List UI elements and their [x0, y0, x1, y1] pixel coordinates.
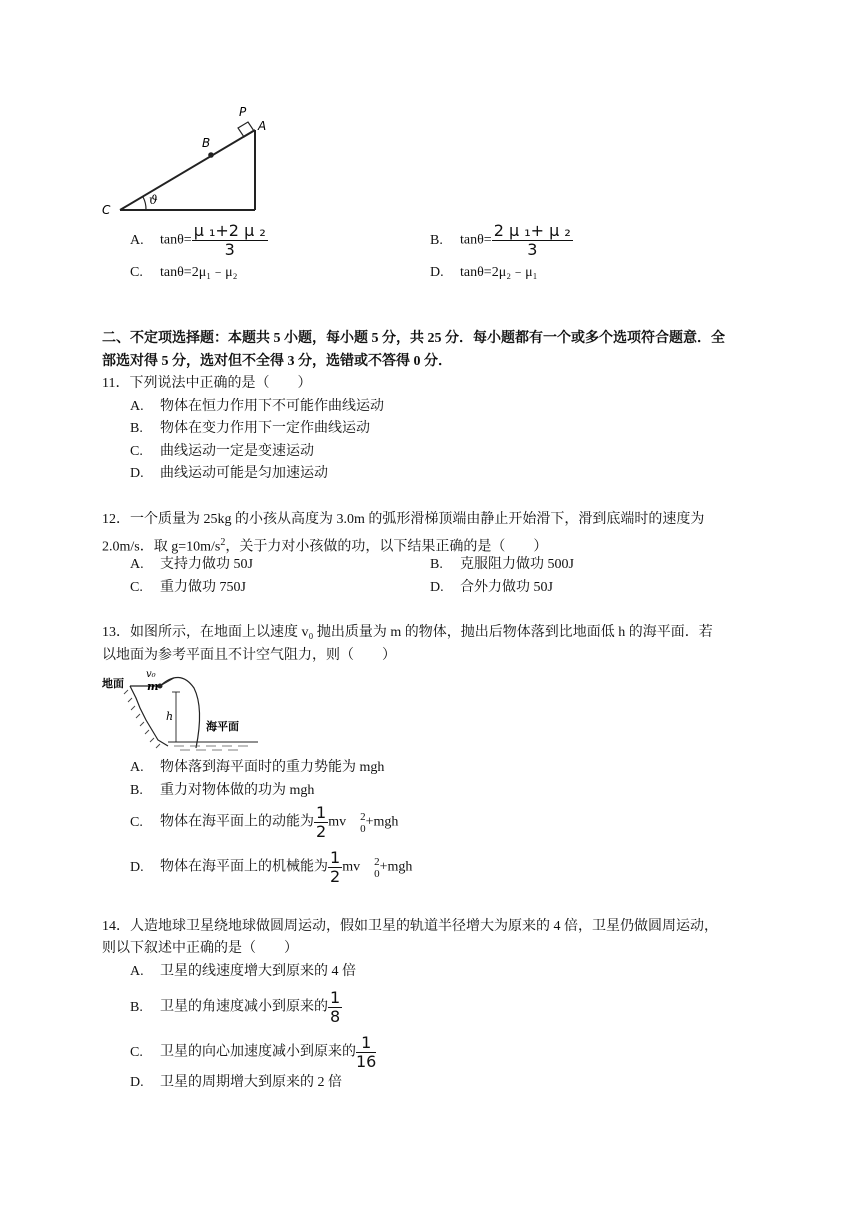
fig1-label-p: P: [239, 105, 247, 119]
q14-stem-line2: 则以下叙述中正确的是（ ）: [102, 941, 298, 956]
q13-c-supsub: 2 0: [360, 810, 366, 835]
q14-stem-line1: 14．人造地球卫星绕地球做圆周运动，假如卫星的轨道半径增大为原来的 4 倍，卫星仍做圆周运动，: [102, 919, 718, 934]
q13-stem-line2: 以地面为参考平面且不计空气阻力，则（ ）: [102, 648, 396, 663]
incline-figure: [98, 100, 278, 218]
q12-option-a[interactable]: A. 支持力做功 50J: [130, 557, 253, 572]
q12-option-d[interactable]: D. 合外力做功 50J: [430, 580, 553, 595]
q10-a-fraction: $\frac{\text{μ ₁+2 μ ₂}}{3}$: [193, 221, 266, 259]
q12-stem-line1: 12．一个质量为 25kg 的小孩从高度为 3.0m 的弧形滑梯顶端由静止开始滑下，滑到底端时的速度为: [102, 512, 705, 527]
q12-stem-line2: 2.0m/s．取 $g=10m/s^2$，关于力对小孩做的功，以下结果正确的是（ ）: [102, 537, 548, 555]
q11-stem: 11．下列说法中正确的是（ ）: [102, 376, 312, 391]
q14-b-fraction: $\frac{1}{8}$: [330, 988, 341, 1026]
q14-option-b[interactable]: B. 卫星的角速度减小到原来的 $\frac{1}{8}$: [130, 988, 341, 1026]
q13-stem-line1: 13．如图所示，在地面上以速度 v₀ 抛出质量为 m 的物体，抛出后物体落到比地面低 h 的海平面．若: [102, 625, 713, 640]
fig13-label-ground: 地面: [102, 677, 124, 690]
q10-option-d[interactable]: D. tanθ=2μ₂﹣μ₁: [430, 265, 538, 280]
fig1-label-c: C: [102, 203, 111, 217]
q12-option-c[interactable]: C. 重力做功 750J: [130, 580, 246, 595]
fig1-label-theta: ϑ: [149, 193, 158, 207]
q13-d-supsub: 2 0: [374, 855, 380, 880]
section2-heading-line2: 部选对得 5 分，选对但不全得 3 分，选错或不答得 0 分．: [102, 354, 452, 369]
q14-option-d[interactable]: D. 卫星的周期增大到原来的 2 倍: [130, 1075, 342, 1090]
cliff-projectile-figure: [100, 668, 260, 752]
q14-c-fraction: $\frac{1}{16}$: [356, 1033, 377, 1071]
fig1-label-a: A: [258, 119, 267, 133]
q10-option-a[interactable]: A. tanθ= $\frac{\text{μ ₁+2 μ ₂}}{3}$: [130, 221, 266, 259]
q10-option-b[interactable]: B. tanθ= $\frac{\text{2 μ ₁+ μ ₂}}{3}$: [430, 221, 571, 259]
q13-option-a[interactable]: A. 物体落到海平面时的重力势能为 mgh: [130, 760, 385, 775]
q13-option-c[interactable]: C. 物体在海平面上的动能为 $\frac{1}{2}$ mv 2 0 +mgh: [130, 803, 399, 841]
fig13-label-h: h: [166, 710, 174, 723]
q11-option-a[interactable]: A. 物体在恒力作用下不可能作曲线运动: [130, 399, 384, 414]
fig13-label-m: m: [147, 680, 159, 693]
fig13-label-v0: v₀: [146, 669, 156, 680]
q13-c-fraction: $\frac{1}{2}$: [316, 803, 327, 841]
q11-option-d[interactable]: D. 曲线运动可能是匀加速运动: [130, 466, 328, 481]
q11-option-c[interactable]: C. 曲线运动一定是变速运动: [130, 444, 314, 459]
q13-option-d[interactable]: D. 物体在海平面上的机械能为 $\frac{1}{2}$ mv 2 0 +mgh: [130, 848, 413, 886]
q14-option-a[interactable]: A. 卫星的线速度增大到原来的 4 倍: [130, 964, 356, 979]
q12-option-b[interactable]: B. 克服阻力做功 500J: [430, 557, 574, 572]
fig13-label-sea: 海平面: [206, 720, 239, 733]
fig1-label-b: B: [202, 136, 211, 150]
q10-option-c[interactable]: C. tanθ=2μ₁﹣μ₂: [130, 265, 238, 280]
q10-b-fraction: $\frac{\text{2 μ ₁+ μ ₂}}{3}$: [493, 221, 571, 259]
section2-heading-line1: 二、不定项选择题：本题共 5 小题，每小题 5 分，共 25 分．每小题都有一个或多个选项符合题意．全: [102, 331, 725, 346]
q14-option-c[interactable]: C. 卫星的向心加速度减小到原来的 $\frac{1}{16}$: [130, 1033, 377, 1071]
q13-option-b[interactable]: B. 重力对物体做的功为 mgh: [130, 783, 315, 798]
q13-d-fraction: $\frac{1}{2}$: [330, 848, 341, 886]
q11-option-b[interactable]: B. 物体在变力作用下一定作曲线运动: [130, 421, 370, 436]
